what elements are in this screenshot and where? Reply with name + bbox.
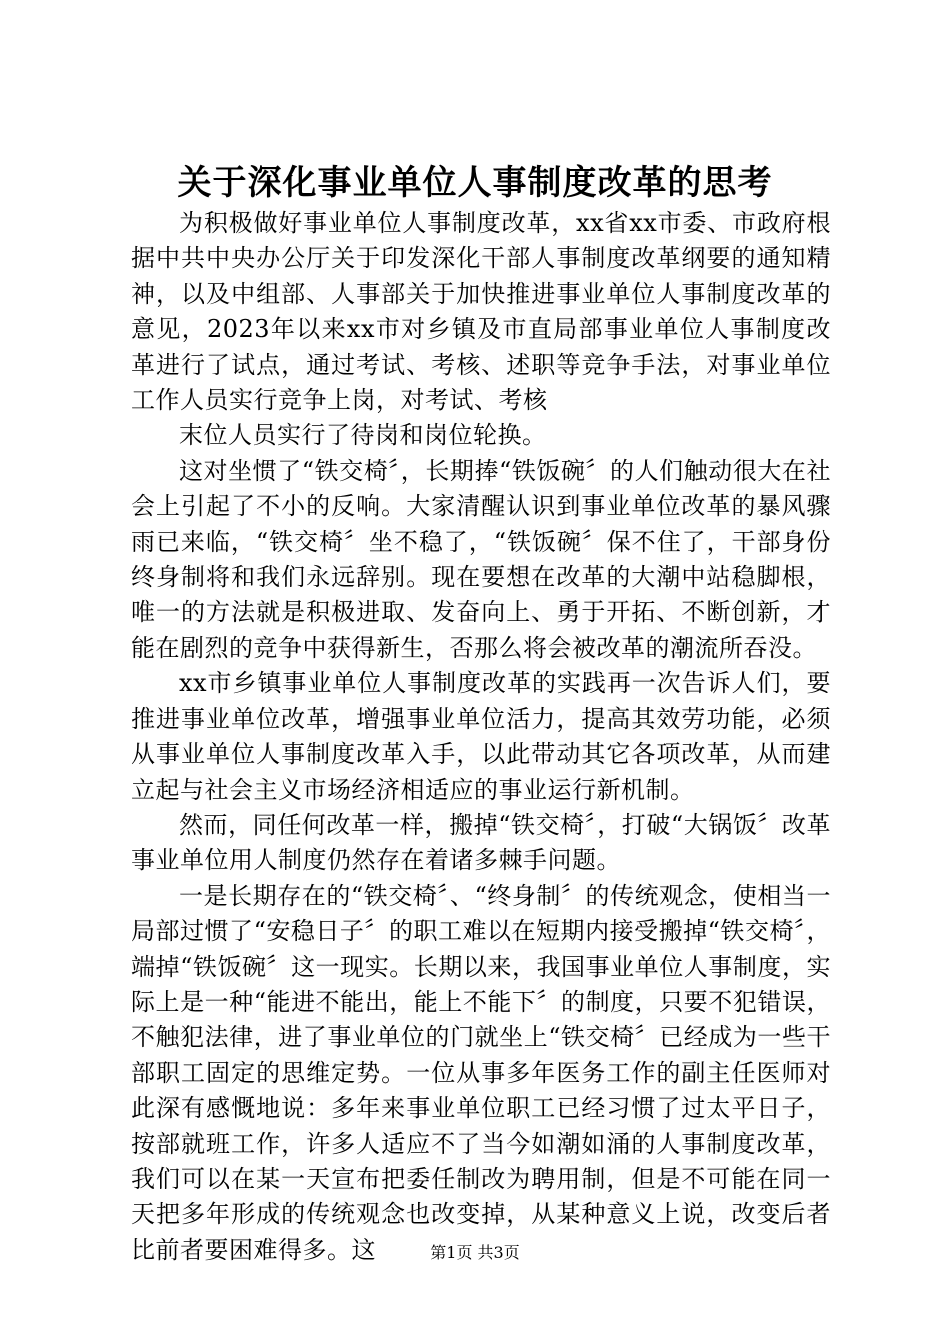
document-body — [131, 206, 831, 1268]
paragraph-5: 然而，同任何改革一样，搬掉“铁交椅〞，打破“大锅饭〞改革事业单位用人制度仍然存在着诸多棘手问题。 — [131, 810, 831, 875]
page-number-footer: 第1页 共3页 — [430, 1243, 520, 1262]
paragraph-1: 为积极做好事业单位人事制度改革，xx省xx市委、市政府根据中共中央办公厅关于印发深化干部人事制度改革纲要的通知精神，以及中组部、人事部关于加快推进事业单位人事制度改革的意见，2023年以来xx市对乡镇及市直局部事业单位人事制度改革进行了试点，通过考试、考核、述职等竞争手法，对事业单位工作人员实行竞争上岗，对考试、考核 — [131, 209, 831, 415]
document-title: 关于深化事业单位人事制度改革的思考 — [177, 163, 773, 203]
paragraph-6: 一是长期存在的“铁交椅〞、“终身制〞的传统观念，使相当一局部过惯了“安稳日子〞的职工难以在短期内接受搬掉“铁交椅〞，端掉“铁饭碗〞这一现实。长期以来，我国事业单位人事制度，实际上是一种“能进不能出，能上不能下〞的制度，只要不犯错误，不触犯法律，进了事业单位的门就坐上“铁交椅〞已经成为一些干部职工固定的思维定势。一位从事多年医务工作的副主任医师对此深有感慨地说：多年来事业单位职工已经习惯了过太平日子，按部就班工作，许多人适应不了当今如潮如涌的人事制度改革，我们可以在某一天宣布把委任制改为聘用制，但是不可能在同一天把多年形成的传统观念也改变掉，从某种意义上说，改变后者比前者要困难得多。这 — [131, 881, 831, 1264]
paragraph-3: 这对坐惯了“铁交椅〞，长期捧“铁饭碗〞的人们触动很大在社会上引起了不小的反响。大家清醒认识到事业单位改革的暴风骤雨已来临，“铁交椅〞坐不稳了，“铁饭碗〞保不住了，干部身份终身制将和我们永远辞别。现在要想在改革的大潮中站稳脚根，唯一的方法就是积极进取、发奋向上、勇于开拓、不断创新，才能在剧烈的竞争中获得新生，否那么将会被改革的潮流所吞没。 — [131, 456, 831, 662]
paragraph-2: 末位人员实行了待岗和岗位轮换。 — [179, 421, 547, 450]
paragraph-4: xx市乡镇事业单位人事制度改革的实践再一次告诉人们，要推进事业单位改革，增强事业单位活力，提高其效劳功能，必须从事业单位人事制度改革入手，以此带动其它各项改革，从而建立起与社会主义市场经济相适应的事业运行新机制。 — [131, 669, 831, 804]
